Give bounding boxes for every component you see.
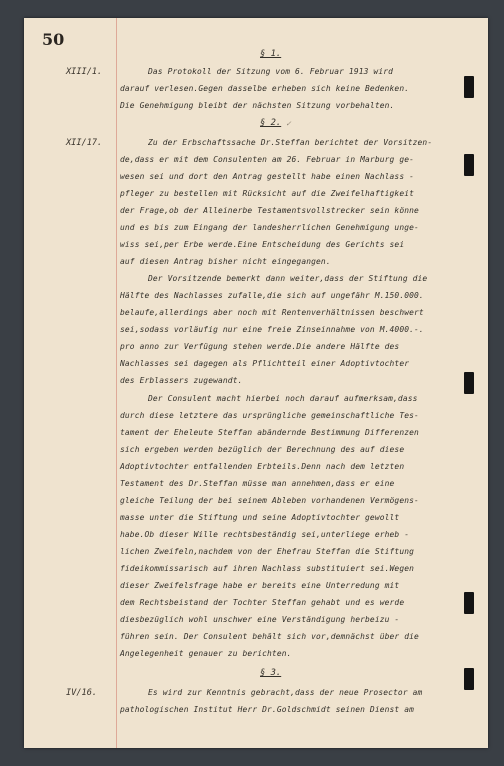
index-tab [464, 76, 474, 98]
text-line: Der Vorsitzende bemerkt dann weiter,dass der Stiftung die [148, 274, 428, 283]
text-line: darauf verlesen.Gegen dasselbe erheben sich keine Bedenken. [120, 84, 410, 93]
section-heading: § 2. [260, 118, 282, 128]
file-reference: XII/17. [66, 138, 103, 148]
text-line: Es wird zur Kenntnis gebracht,dass der neue Prosector am [148, 688, 423, 697]
index-tab [464, 372, 474, 394]
document-page [24, 18, 488, 748]
text-line: wiss sei,per Erbe werde.Eine Entscheidung des Gerichts sei [120, 240, 405, 249]
text-line: auf diesen Antrag bisher nicht eingegangen. [120, 257, 331, 266]
text-line: Die Genehmigung bleibt der nächsten Sitzung vorbehalten. [120, 101, 395, 110]
text-line: gleiche Teilung der bei seinem Ableben vorhandenen Vermögens- [120, 496, 419, 505]
text-line: durch diese letztere das ursprüngliche gemeinschaftliche Tes- [120, 411, 419, 420]
text-line: pathologischen Institut Herr Dr.Goldschmidt seinen Dienst am [120, 705, 415, 714]
text-line: des Erblassers zugewandt. [120, 376, 243, 385]
file-reference: IV/16. [66, 688, 98, 698]
text-line: Zu der Erbschaftssache Dr.Steffan berichtet der Vorsitzen- [148, 138, 433, 147]
text-line: diesbezüglich wohl unschwer eine Verständigung herbeizu - [120, 615, 400, 624]
text-line: Angelegenheit genauer zu berichten. [120, 649, 292, 658]
text-line: Nachlasses sei dagegen als Pflichtteil einer Adoptivtochter [120, 359, 410, 368]
text-line: Hälfte des Nachlasses zufalle,die sich auf ungefähr M.150.000. [120, 291, 424, 300]
text-line: tament der Eheleute Steffan abändernde Bestimmung Differenzen [120, 428, 419, 437]
page-number: 50 [42, 30, 65, 49]
text-line: und es bis zum Eingang der landesherrlichen Genehmigung unge- [120, 223, 419, 232]
text-line: der Frage,ob der Alleinerbe Testamentsvollstrecker sein könne [120, 206, 419, 215]
text-line: Das Protokoll der Sitzung vom 6. Februar 1913 wird [148, 67, 394, 76]
text-line: dem Rechtsbeistand der Tochter Steffan gehabt und es werde [120, 598, 405, 607]
text-line: sei,sodass vorläufig nur eine freie Zinseinnahme von M.4000.-. [120, 325, 424, 334]
pencil-check-mark: ✓ [286, 119, 291, 128]
text-line: sich ergeben werden bezüglich der Berechnung des auf diese [120, 445, 405, 454]
text-line: belaufe,allerdings aber noch mit Rentenverhältnissen beschwert [120, 308, 424, 317]
text-line: de,dass er mit dem Consulenten am 26. Februar in Marburg ge- [120, 155, 415, 164]
text-line: wesen sei und dort den Antrag gestellt habe einen Nachlass - [120, 172, 415, 181]
text-line: fideikommissarisch auf ihren Nachlass substituiert sei.Wegen [120, 564, 415, 573]
text-line: dieser Zweifelsfrage habe er bereits eine Unterredung mit [120, 581, 400, 590]
section-heading: § 3. [260, 668, 282, 678]
section-heading: § 1. [260, 49, 282, 59]
text-line: führen sein. Der Consulent behält sich vor,demnächst über die [120, 632, 419, 641]
text-line: lichen Zweifeln,nachdem von der Ehefrau Steffan die Stiftung [120, 547, 415, 556]
margin-rule [116, 18, 117, 748]
file-reference: XIII/1. [66, 67, 103, 77]
text-line: Adoptivtochter entfallenden Erbteils.Denn nach dem letzten [120, 462, 405, 471]
text-line: pro anno zur Verfügung stehen werde.Die andere Hälfte des [120, 342, 400, 351]
index-tab [464, 668, 474, 690]
text-line: Testament des Dr.Steffan müsse man annehmen,dass er eine [120, 479, 395, 488]
index-tab [464, 154, 474, 176]
index-tab [464, 592, 474, 614]
text-line: habe.Ob dieser Wille rechtsbeständig sei,unterliege erheb - [120, 530, 410, 539]
text-line: masse unter die Stiftung und seine Adoptivtochter gewollt [120, 513, 400, 522]
text-line: pfleger zu bestellen mit Rücksicht auf die Zweifelhaftigkeit [120, 189, 415, 198]
text-line: Der Consulent macht hierbei noch darauf aufmerksam,dass [148, 394, 418, 403]
